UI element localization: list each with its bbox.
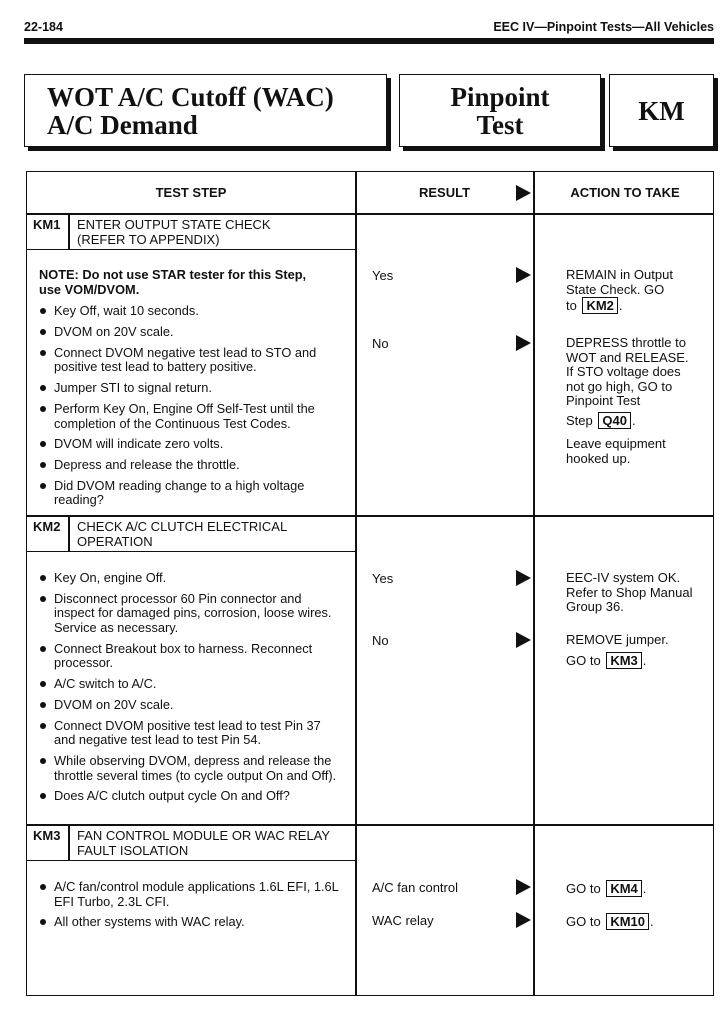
- km2-action-yes-line-3: Group 36.: [566, 599, 624, 615]
- list-item: Connect DVOM positive test lead to test Pin 37 and negative test lead to test Pin 54.: [39, 719, 344, 748]
- action-header: ACTION TO TAKE: [570, 185, 680, 200]
- km1-action-no: [566, 336, 711, 474]
- ref-km3: KM3: [606, 652, 641, 669]
- km2-title: [77, 519, 287, 549]
- list-item: Key Off, wait 10 seconds.: [39, 304, 344, 319]
- km3-title-line-2: FAULT ISOLATION: [77, 843, 189, 858]
- list-item: Key On, engine Off.: [39, 571, 344, 586]
- km2-step-list: [39, 571, 344, 804]
- km1-result-yes: Yes: [372, 268, 394, 283]
- km1-note-line-2: use VOM/DVOM.: [39, 281, 140, 297]
- goto-text: to: [566, 298, 577, 314]
- km2-result-no: No: [372, 633, 389, 648]
- list-item: DVOM on 20V scale.: [39, 698, 344, 713]
- period: .: [650, 914, 654, 929]
- list-item: Does A/C clutch output cycle On and Off?: [39, 789, 344, 804]
- ref-km2: KM2: [582, 297, 617, 314]
- goto-text: GO to: [566, 881, 601, 896]
- km1-action-yes-line-2: State Check. GO: [566, 281, 665, 297]
- km3-action-fan-control: [566, 880, 711, 897]
- title-line-1: WOT A/C Cutoff (WAC): [47, 82, 334, 112]
- title-box: [24, 74, 387, 147]
- km3-step-list: [39, 880, 344, 930]
- ref-q40: Q40: [598, 412, 631, 429]
- page-number: 22-184: [24, 20, 63, 34]
- km1-title-line-1: ENTER OUTPUT STATE CHECK: [77, 217, 271, 232]
- period: .: [642, 652, 647, 668]
- list-item: Did DVOM reading change to a high voltage reading?: [39, 479, 344, 508]
- km3-result-fan-control: A/C fan control: [372, 880, 458, 895]
- km1-instructions: [39, 268, 344, 514]
- arrow-icon: [516, 335, 531, 351]
- km3-label: KM3: [33, 828, 61, 843]
- list-item: Connect DVOM negative test lead to STO and positive test lead to battery positive.: [39, 346, 344, 375]
- km1-action-no-line-2: WOT and RELEASE.: [566, 349, 689, 365]
- km2-result-yes: Yes: [372, 571, 394, 586]
- km2-title-line-1: CHECK A/C CLUTCH ELECTRICAL: [77, 519, 288, 534]
- km1-action-no-line-4: not go high, GO to: [566, 378, 673, 394]
- km3-title-line-1: FAN CONTROL MODULE OR WAC RELAY: [77, 828, 331, 843]
- list-item: A/C fan/control module applications 1.6L EFI, 1.6L EFI Turbo, 2.3L CFI.: [39, 880, 344, 909]
- running-head: EEC IV—Pinpoint Tests—All Vehicles: [493, 20, 714, 34]
- list-item: Depress and release the throttle.: [39, 458, 344, 473]
- test-code: KM: [638, 96, 685, 126]
- pinpoint-test-table: [26, 171, 714, 996]
- km1-note-line-1: NOTE: Do not use STAR tester for this Step,: [39, 267, 307, 282]
- label-divider: [68, 824, 70, 860]
- km1-title: [77, 217, 271, 247]
- km1-action-no-line-8: hooked up.: [566, 450, 631, 466]
- arrow-icon: [516, 912, 531, 928]
- km3-result-wac-relay: WAC relay: [372, 913, 434, 928]
- list-item: DVOM on 20V scale.: [39, 325, 344, 340]
- arrow-icon: [516, 632, 531, 648]
- label-divider: [68, 515, 70, 551]
- arrow-icon: [516, 185, 531, 201]
- page-header: [24, 20, 714, 36]
- km3-action-1: [566, 881, 646, 896]
- header-rule: [24, 38, 714, 44]
- km2-label: KM2: [33, 519, 61, 534]
- km1-action-no-line-3: If STO voltage does: [566, 364, 681, 380]
- km3-action-wac-relay: [566, 913, 711, 930]
- km1-action-yes-line-1: REMAIN in Output: [566, 267, 673, 282]
- km1-result-no: No: [372, 336, 389, 351]
- result-header: RESULT: [418, 185, 471, 200]
- km2-action-yes-line-1: EEC-IV system OK.: [566, 570, 681, 585]
- km2-action-no-line-2: [566, 652, 711, 669]
- list-item: Connect Breakout box to harness. Reconnect processor.: [39, 642, 344, 671]
- km3-title: [77, 828, 330, 858]
- step-text: Step: [566, 412, 593, 428]
- km1-note: [39, 268, 344, 297]
- column-divider: [533, 172, 535, 995]
- km2-instructions: [39, 571, 344, 810]
- arrow-icon: [516, 267, 531, 283]
- arrow-icon: [516, 570, 531, 586]
- test-label: Test: [476, 110, 524, 140]
- km1-action-yes-line-3: [566, 297, 711, 314]
- test-step-header: TEST STEP: [155, 185, 227, 200]
- column-divider: [355, 172, 357, 995]
- pinpoint-label: Pinpoint: [450, 82, 550, 112]
- km1-action-no-line-7: Leave equipment: [566, 435, 666, 451]
- km2-action-no: [566, 633, 711, 677]
- goto-text: GO to: [566, 914, 601, 929]
- km1-action-no-line-1: DEPRESS throttle to: [566, 335, 686, 350]
- list-item: Perform Key On, Engine Off Self-Test until the completion of the Continuous Test Codes.: [39, 402, 344, 431]
- label-divider: [68, 213, 70, 249]
- km2-action-yes: [566, 571, 711, 623]
- period: .: [631, 412, 636, 428]
- km1-label: KM1: [33, 217, 61, 232]
- ref-km10: KM10: [606, 913, 649, 930]
- km3-action-2: [566, 914, 654, 929]
- ref-km4: KM4: [606, 880, 641, 897]
- km3-instructions: [39, 880, 344, 936]
- km1-action-no-line-6: [566, 412, 711, 429]
- km2-action-no-line-1: REMOVE jumper.: [566, 632, 669, 647]
- list-item: Jumper STI to signal return.: [39, 381, 344, 396]
- km1-action-no-line-5: Pinpoint Test: [566, 393, 641, 409]
- title-line-2: A/C Demand: [47, 110, 198, 140]
- km2-action-yes-line-2: Refer to Shop Manual: [566, 584, 693, 600]
- goto-text: GO to: [566, 652, 601, 668]
- km1-title-line-2: (REFER TO APPENDIX): [77, 232, 220, 247]
- arrow-icon: [516, 879, 531, 895]
- list-item: While observing DVOM, depress and release the throttle several times (to cycle output On and Off).: [39, 754, 344, 783]
- period: .: [618, 298, 623, 314]
- pinpoint-test-box: [399, 74, 601, 147]
- test-code-box: [609, 74, 714, 147]
- list-item: DVOM will indicate zero volts.: [39, 437, 344, 452]
- period: .: [642, 881, 647, 896]
- list-item: Disconnect processor 60 Pin connector and inspect for damaged pins, corrosion, loose wires. Service as necessary.: [39, 592, 344, 636]
- list-item: A/C switch to A/C.: [39, 677, 344, 692]
- km1-action-yes: [566, 268, 711, 322]
- km2-title-line-2: OPERATION: [77, 534, 153, 549]
- km1-step-list: [39, 304, 344, 508]
- list-item: All other systems with WAC relay.: [39, 915, 344, 930]
